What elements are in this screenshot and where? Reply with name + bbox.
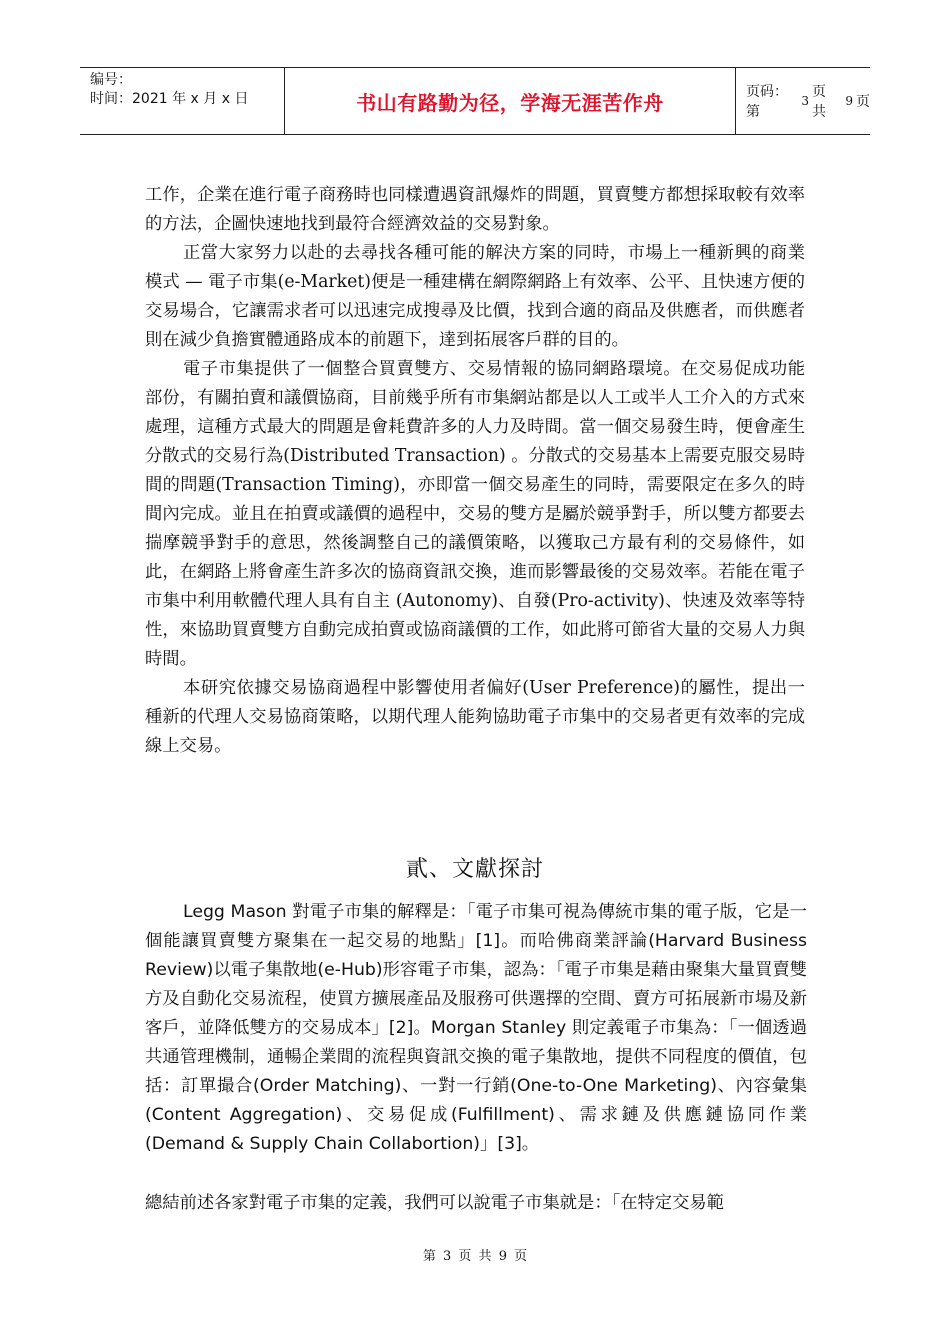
page-mid: 页 共 xyxy=(812,84,827,120)
page-total: 9 xyxy=(845,94,853,108)
literature-paragraph: Legg Mason 對電子市集的解釋是：「電子市集可視為傳統市集的電子版，它是一個能讓買賣雙方聚集在一起交易的地點」[1]。而哈佛商業評論(Harvard Business Review)以電子集散地(e-Hub)形容電子市集，認為：「電子市集是藉由聚集大量買賣雙方及自動化交易流程，使買方擴展產品及服務可供選擇的空間、賣方可拓展新市場及新客戶，並降低雙方的交易成本」[2]。Morgan Stanley 則定義電子市集為：「一個透過共通管理機制，通暢企業間的流程與資訊交換的電子集散地，提供不同程度的價值，包括：訂單撮合(Order Matching)、一對一行銷(One-to-One Marketing)、內容彙集(Content Aggregation)、交易促成(Fulfillment)、需求鏈及供應鏈協同作業(Demand & Supply Chain Collabortion)」[3]。 xyxy=(145,902,807,1154)
body-text xyxy=(145,181,805,761)
time-label: 时间：2021 年 x 月 x 日 xyxy=(90,91,249,107)
paragraph-1: 工作，企業在進行電子商務時也同樣遭遇資訊爆炸的問題，買賣雙方都想採取較有效率的方法，企圖快速地找到最符合經濟效益的交易對象。 xyxy=(145,185,805,234)
paragraph-4: 本研究依據交易協商過程中影響使用者偏好(User Preference)的屬性，提出一種新的代理人交易協商策略，以期代理人能夠協助電子市集中的交易者更有效率的完成線上交易。 xyxy=(145,678,805,756)
header-page-info xyxy=(736,68,870,134)
page-suffix: 页 xyxy=(856,94,870,110)
paragraph-2: 正當大家努力以赴的去尋找各種可能的解決方案的同時，市場上一種新興的商業模式 — 電子市集(e-Market)便是一種建構在網際網路上有效率、公平、且快速方便的交易場合，它讓需求者可以迅速完成搜尋及比價，找到合適的商品及供應者，而供應者則在減少負擔實體通路成本的前題下，達到拓展客戶群的目的。 xyxy=(145,243,805,350)
header-table xyxy=(80,67,870,135)
number-label: 编号： xyxy=(90,72,132,88)
header-motto-cell xyxy=(284,68,736,134)
header-meta xyxy=(80,68,284,134)
page-prefix: 页码：第 xyxy=(746,84,788,120)
closing-line: 總結前述各家對電子市集的定義，我們可以說電子市集就是：「在特定交易範 xyxy=(145,1193,724,1213)
motto: 书山有路勤为径，学海无涯苦作舟 xyxy=(356,90,664,115)
paragraph-3: 電子市集提供了一個整合買賣雙方、交易情報的協同網路環境。在交易促成功能部份，有關拍賣和議價協商，目前幾乎所有市集網站都是以人工或半人工介入的方式來處理，這種方式最大的問題是會耗費許多的人力及時間。當一個交易發生時，便會產生分散式的交易行為(Distributed Transaction) 。分散式的交易基本上需要克服交易時間的問題(Transaction Timing)，亦即當一個交易產生的同時，需要限定在多久的時間內完成。並且在拍賣或議價的過程中，交易的雙方是屬於競爭對手，所以雙方都要去揣摩競爭對手的意思，然後調整自己的議價策略，以獲取己方最有利的交易條件，如此，在網路上將會產生許多次的協商資訊交換，進而影響最後的交易效率。若能在電子市集中利用軟體代理人具有自主 (Autonomy)、自發(Pro-activity)、快速及效率等特性，來協助買賣雙方自動完成拍賣或協商議價的工作，如此將可節省大量的交易人力與時間。 xyxy=(145,359,805,669)
page-number: 3 xyxy=(801,94,810,108)
section-title: 貳、文獻探討 xyxy=(405,857,544,882)
page-footer: 第 3 页 共 9 页 xyxy=(422,1249,528,1264)
